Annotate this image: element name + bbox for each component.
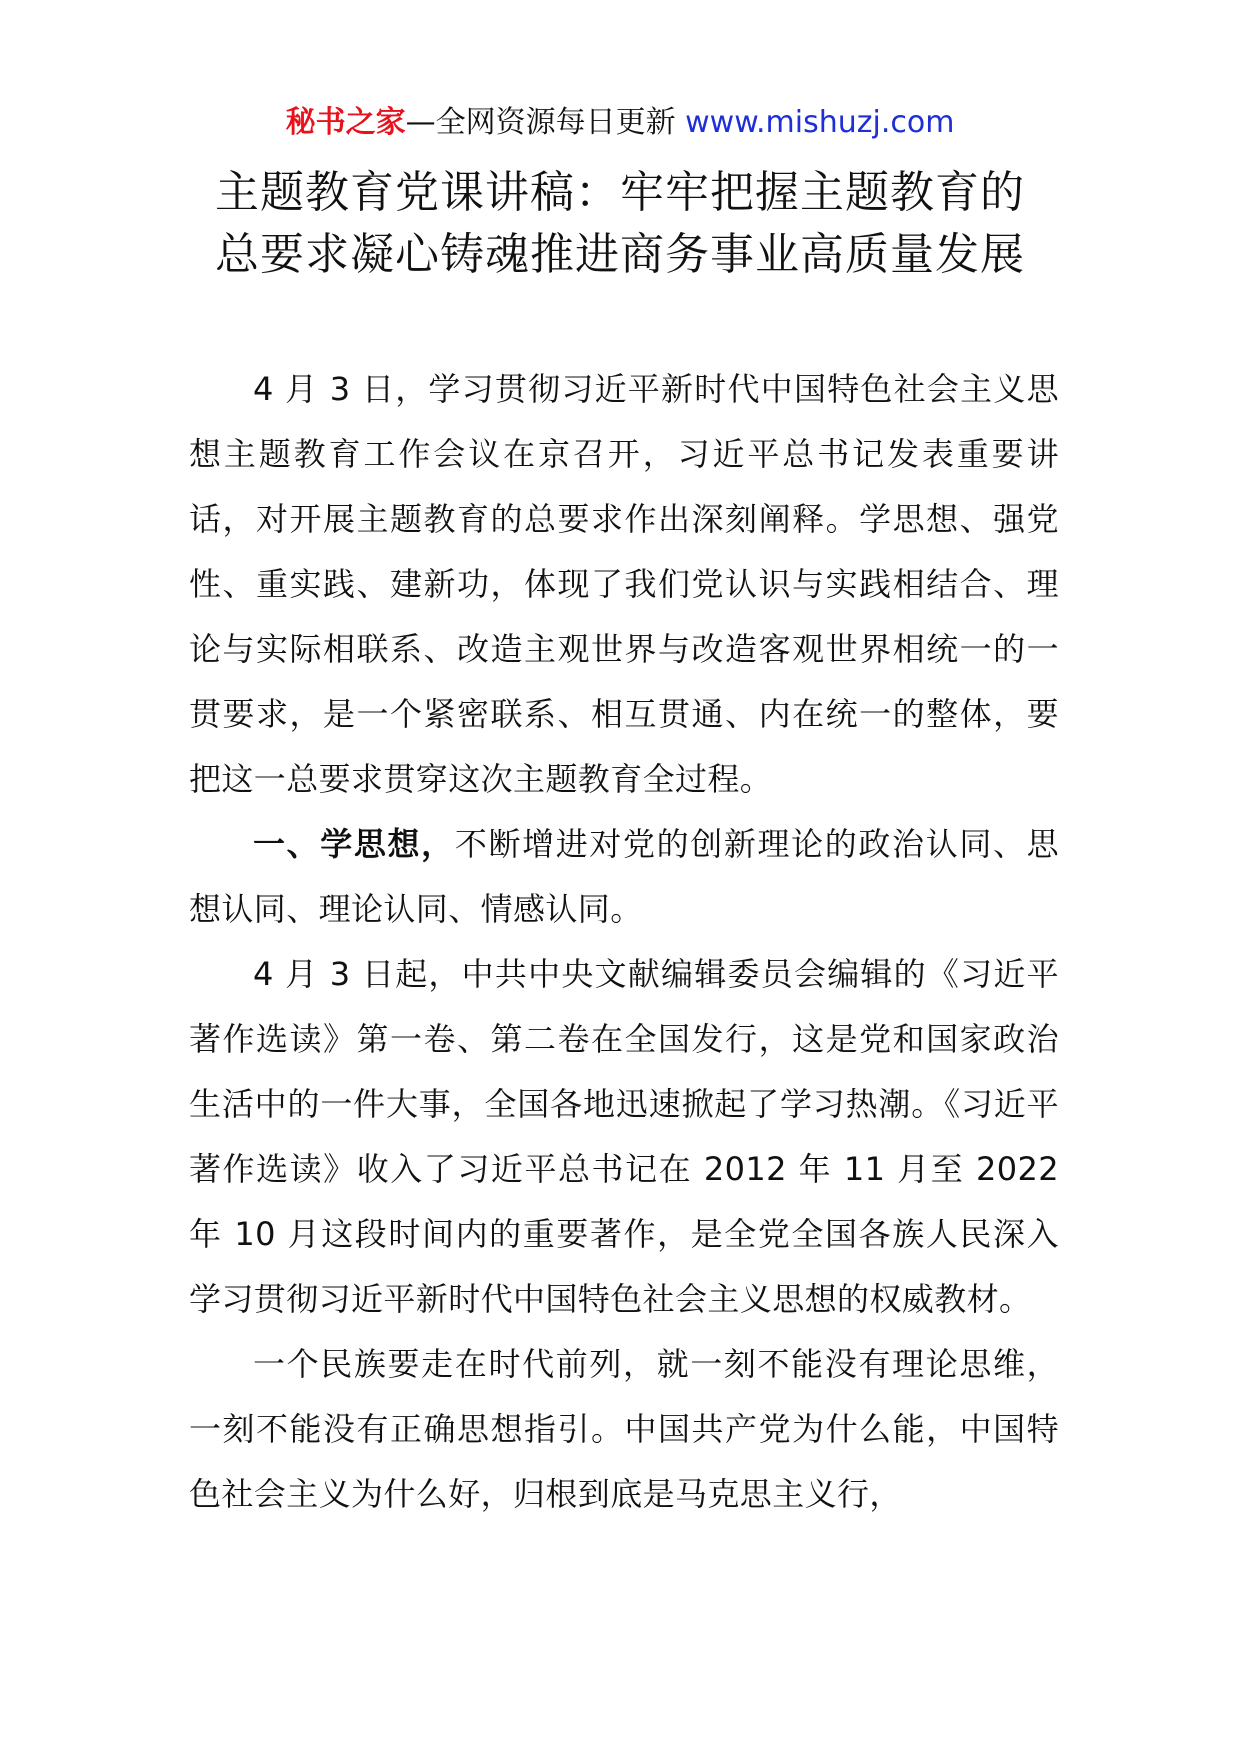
document-body <box>189 357 1059 1527</box>
title-line-2: 总要求凝心铸魂推进商务事业高质量发展 <box>215 229 1025 280</box>
document-title <box>140 162 1100 286</box>
brand-name: 秘书之家 <box>285 105 406 140</box>
site-url-link[interactable]: www.mishuzj.com <box>685 105 955 140</box>
paragraph-theory: 一个民族要走在时代前列，就一刻不能没有理论思维，一刻不能没有正确思想指引。中国共产党为什么能，中国特色社会主义为什么好，归根到底是马克思主义行， <box>189 1345 1059 1513</box>
title-line-1: 主题教育党课讲稿：牢牢把握主题教育的 <box>215 167 1025 218</box>
section-heading-lead: 一、学思想， <box>253 825 455 863</box>
paragraph-intro: 4 月 3 日，学习贯彻习近平新时代中国特色社会主义思想主题教育工作会议在京召开，习近平总书记发表重要讲话，对开展主题教育的总要求作出深刻阐释。学思想、强党性、重实践、建新功，体现了我们党认识与实践相结合、理论与实际相联系、改造主观世界与改造客观世界相统一的一贯要求，是一个紧密联系、相互贯通、内在统一的整体，要把这一总要求贯穿这次主题教育全过程。 <box>189 370 1059 798</box>
site-header <box>0 100 1240 146</box>
paragraph-selected-works: 4 月 3 日起，中共中央文献编辑委员会编辑的《习近平著作选读》第一卷、第二卷在全国发行，这是党和国家政治生活中的一件大事，全国各地迅速掀起了学习热潮。《习近平著作选读》收入了习近平总书记在 2012 年 11 月至 2022 年 10 月这段时间内的重要著作，是全党全国各族人民深入学习贯彻习近平新时代中国特色社会主义思想的权威教材。 <box>189 955 1059 1318</box>
section-heading-1 <box>189 812 1059 942</box>
header-tagline: —全网资源每日更新 <box>405 105 686 140</box>
section-heading-text: 不断增进对党的创新理论的政治认同、思想认同、理论认同、情感认同。 <box>189 825 1059 928</box>
